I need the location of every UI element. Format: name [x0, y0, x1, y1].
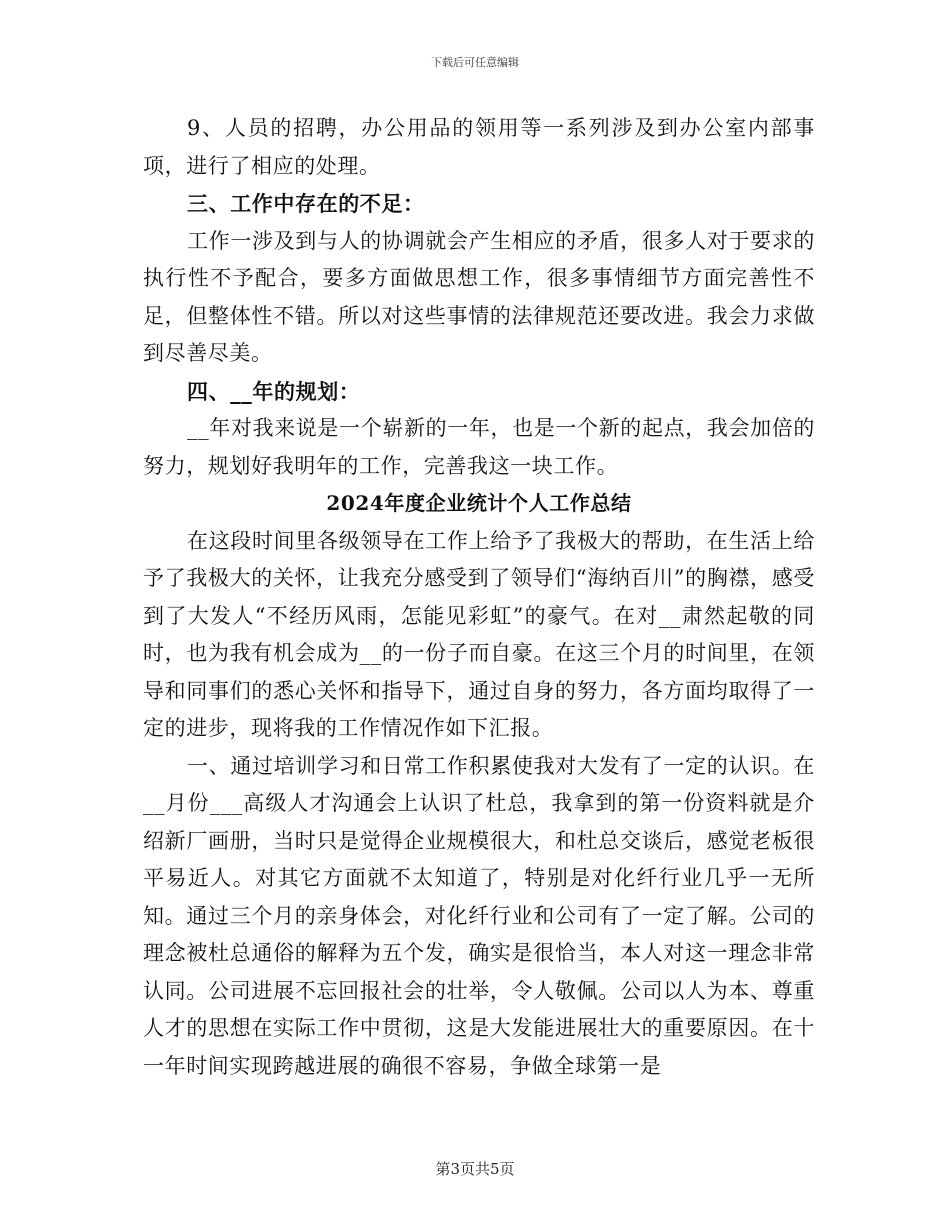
- section-heading-plan: 四、__年的规划：: [187, 378, 361, 404]
- document-body: [143, 110, 815, 1085]
- paragraph-item-9: 9、人员的招聘，办公用品的领用等一系列涉及到办公室内部事项，进行了相应的处理。: [143, 116, 815, 178]
- paragraph-training: 一、通过培训学习和日常工作积累使我对大发有了一定的认识。在__月份___高级人才沟通会上认识了杜总，我拿到的第一份资料就是介绍新厂画册，当时只是觉得企业规模很大，和杜总交谈后，感觉老板很平易近人。对其它方面就不太知道了，特别是对化纤行业几乎一无所知。通过三个月的亲身体会，对化纤行业和公司有了一定了解。公司的理念被杜总通俗的解释为五个发，确实是很恰当，本人对这一理念非常认同。公司进展不忘回报社会的壮举，令人敬佩。公司以人为本、尊重人才的思想在实际工作中贯彻，这是大发能进展壮大的重要原因。在十一年时间实现跨越进展的确很不容易，争做全球第一是: [143, 753, 815, 1078]
- document-title: 2024年度企业统计个人工作总结: [326, 491, 632, 515]
- paragraph-plan: __年对我来说是一个崭新的一年，也是一个新的起点，我会加倍的努力，规划好我明年的工作，完善我这一块工作。: [143, 416, 815, 478]
- paragraph-shortcomings: 工作一涉及到与人的协调就会产生相应的矛盾，很多人对于要求的执行性不予配合，要多方面做思想工作，很多事情细节方面完善性不足，但整体性不错。所以对这些事情的法律规范还要改进。我会力求做到尽善尽美。: [143, 228, 815, 365]
- paragraph-intro: 在这段时间里各级领导在工作上给予了我极大的帮助，在生活上给予了我极大的关怀，让我充分感受到了领导们“海纳百川”的胸襟，感受到了大发人“不经历风雨，怎能见彩虹”的豪气。在对__肃然起敬的同时，也为我有机会成为__的一份子而自豪。在这三个月的时间里，在领导和同事们的悉心关怀和指导下，通过自身的努力，各方面均取得了一定的进步，现将我的工作情况作如下汇报。: [143, 528, 815, 740]
- page-header: 下载后可任意编辑: [431, 56, 519, 69]
- page-footer: 第3页共5页: [435, 1160, 515, 1178]
- section-heading-shortcomings: 三、工作中存在的不足：: [187, 191, 425, 216]
